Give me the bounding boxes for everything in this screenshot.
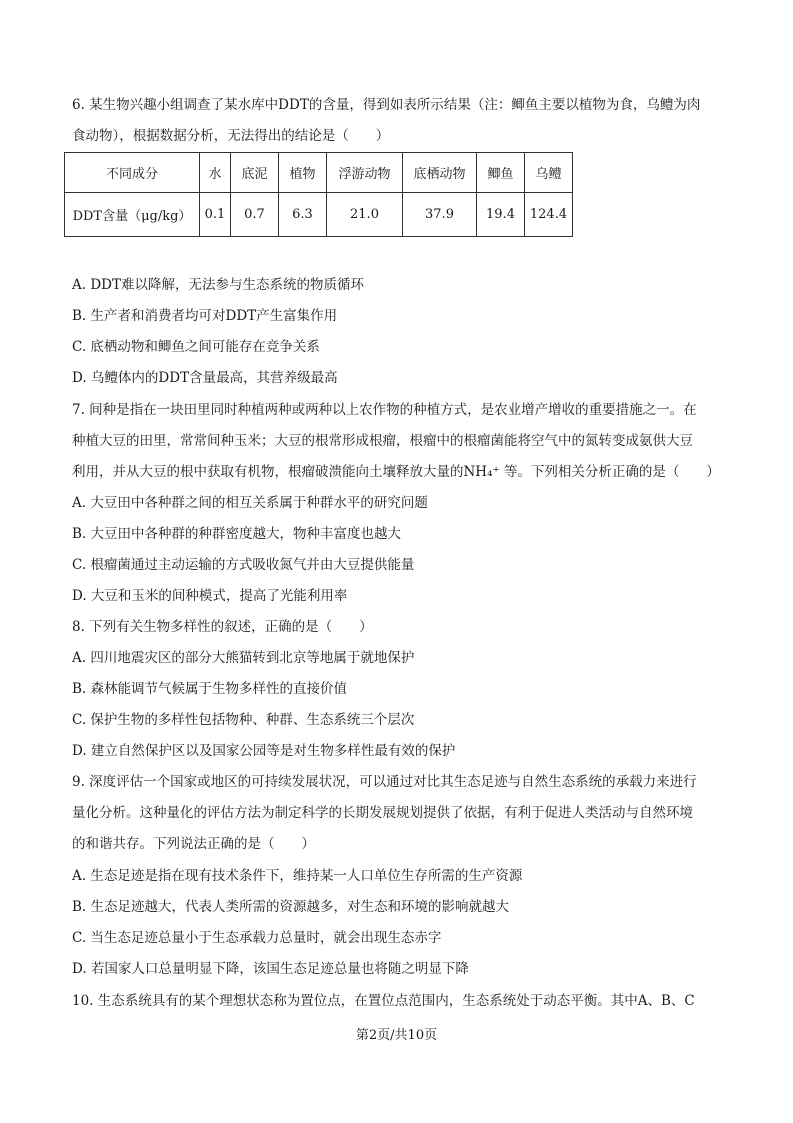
q6-option-b: B. 生产者和消费者均可对DDT产生富集作用: [72, 308, 338, 324]
table-cell: 0.1: [200, 193, 231, 237]
q7-option-d: D. 大豆和玉米的间种模式，提高了光能利用率: [72, 588, 348, 604]
q9-option-d: D. 若国家人口总量明显下降，该国生态足迹总量也将随之明显下降: [72, 961, 469, 977]
table-header-cell: 底泥: [231, 153, 279, 193]
table-row-label: DDT含量（μg/kg）: [65, 193, 200, 237]
q7-stem-line1: 7. 间种是指在一块田里同时种植两种或两种以上农作物的种植方式，是农业增产增收的重要措施之一。在: [72, 402, 697, 418]
q9-option-c: C. 当生态足迹总量小于生态承载力总量时，就会出现生态赤字: [72, 930, 442, 946]
q7-option-a: A. 大豆田中各种群之间的相互关系属于种群水平的研究问题: [72, 495, 428, 511]
q9-option-b: B. 生态足迹越大，代表人类所需的资源越多，对生态和环境的影响就越大: [72, 899, 510, 915]
table-header-cell: 不同成分: [65, 153, 200, 193]
table-header-cell: 浮游动物: [327, 153, 403, 193]
q9-option-a: A. 生态足迹是指在现有技术条件下，维持某一人口单位生存所需的生产资源: [72, 868, 523, 884]
table-cell: 0.7: [231, 193, 279, 237]
q8-option-c: C. 保护生物的多样性包括物种、种群、生态系统三个层次: [72, 712, 415, 728]
table-row: [65, 193, 573, 237]
q9-stem-line2: 量化分析。这种量化的评估方法为制定科学的长期发展规划提供了依据，有利于促进人类活动与自然环境: [72, 805, 693, 821]
table-header-cell: 鲫鱼: [477, 153, 525, 193]
q6-stem-line1: 6. 某生物兴趣小组调查了某水库中DDT的含量，得到如表所示结果（注：鲫鱼主要以植物为食，乌鳢为肉: [72, 97, 701, 113]
table-cell: 37.9: [403, 193, 477, 237]
table-header-cell: 植物: [279, 153, 327, 193]
q8-option-d: D. 建立自然保护区以及国家公园等是对生物多样性最有效的保护: [72, 743, 456, 759]
q9-stem-line1: 9. 深度评估一个国家或地区的可持续发展状况，可以通过对比其生态足迹与自然生态系统的承载力来进行: [72, 774, 697, 790]
table-header-cell: 底栖动物: [403, 153, 477, 193]
q7-option-b: B. 大豆田中各种群的种群密度越大，物种丰富度也越大: [72, 526, 402, 542]
table-header-cell: 水: [200, 153, 231, 193]
table-header-row: [65, 153, 573, 193]
table-cell: 124.4: [525, 193, 573, 237]
q9-stem-line3: 的和谐共存。下列说法正确的是（ ）: [72, 836, 315, 852]
table-header-cell: 乌鳢: [525, 153, 573, 193]
q8-option-b: B. 森林能调节气候属于生物多样性的直接价值: [72, 681, 348, 697]
q7-stem-line3: 利用，并从大豆的根中获取有机物，根瘤破溃能向土壤释放大量的NH₄⁺ 等。下列相关分析正确的是（ ）: [72, 464, 720, 480]
table-cell: 6.3: [279, 193, 327, 237]
q7-stem-line2: 种植大豆的田里，常常间种玉米；大豆的根常形成根瘤，根瘤中的根瘤菌能将空气中的氮转变成氨供大豆: [72, 433, 693, 449]
q10-stem-line1: 10. 生态系统具有的某个理想状态称为置位点，在置位点范围内，生态系统处于动态平衡。其中A、B、C: [72, 993, 695, 1009]
q6-stem-line2: 食动物），根据数据分析，无法得出的结论是（ ）: [72, 128, 390, 144]
q6-option-c: C. 底栖动物和鲫鱼之间可能存在竞争关系: [72, 339, 320, 355]
q8-stem-line1: 8. 下列有关生物多样性的叙述，正确的是（ ）: [72, 619, 373, 635]
q8-option-a: A. 四川地震灾区的部分大熊猫转到北京等地属于就地保护: [72, 650, 415, 666]
q6-option-a: A. DDT难以降解，无法参与生态系统的物质循环: [72, 277, 364, 293]
table-cell: 19.4: [477, 193, 525, 237]
page-number: 第2页/共10页: [355, 1028, 438, 1043]
q7-option-c: C. 根瘤菌通过主动运输的方式吸收氮气并由大豆提供能量: [72, 557, 415, 573]
table-cell: 21.0: [327, 193, 403, 237]
q6-option-d: D. 乌鳢体内的DDT含量最高，其营养级最高: [72, 370, 338, 386]
ddt-table: [64, 152, 573, 237]
